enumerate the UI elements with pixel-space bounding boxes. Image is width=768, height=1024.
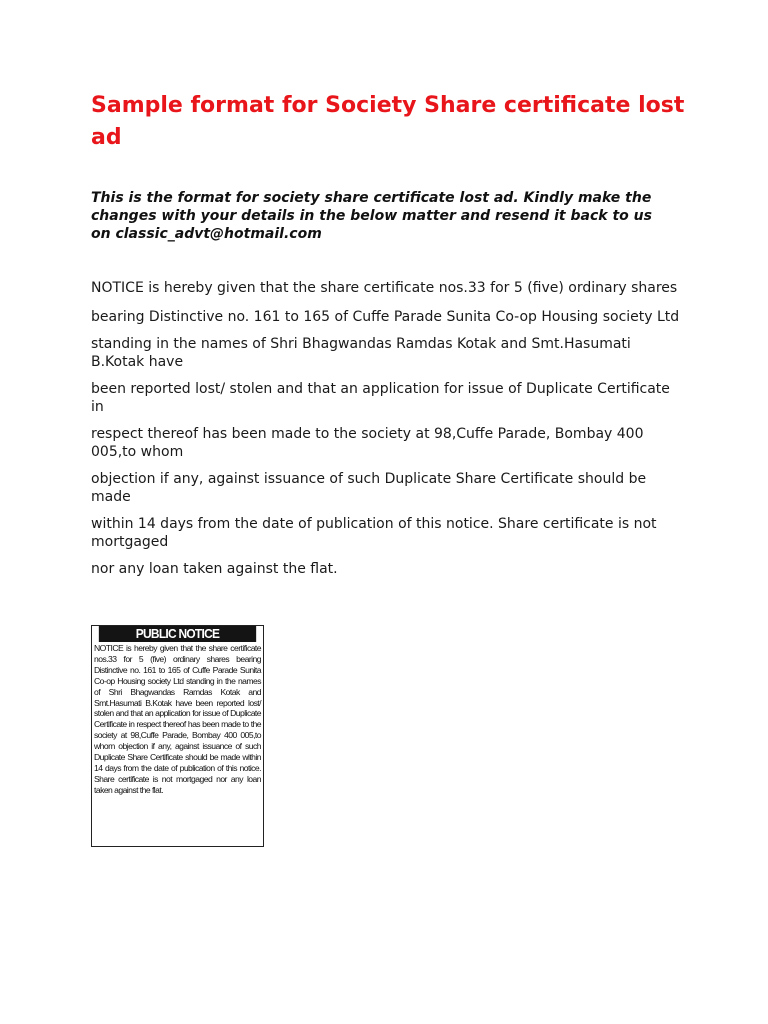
- public-notice-text: NOTICE is hereby given that the share certificate nos.33 for 5 (five) ordinary shares bearing Distinctive no. 161 to 165 of Cuffe Parade Sunita Co-op Housing society Ltd standing in the names of Shri Bhagwandas Ramdas Kotak and Smt.Hasumati B.Kotak have been reported lost/ stolen and that an application for issue of Duplicate Certificate in respect thereof has been made to the society at 98,Cuffe Parade, Bombay 400 005,to whom objection if any, against issuance of such Duplicate Share Certificate should be made within 14 days from the date of publication of this notice. Share certificate is not mortgaged nor any loan taken against the flat.: [94, 643, 261, 795]
- notice-line: nor any loan taken against the flat.: [91, 561, 338, 577]
- public-notice-heading: PUBLIC NOTICE: [99, 626, 256, 642]
- notice-body: [91, 280, 681, 589]
- intro-instructions: This is the format for society share certificate lost ad. Kindly make the changes with your details in the below matter and resend it back to us on classic_advt@hotmail.com: [91, 190, 652, 242]
- notice-line: NOTICE is hereby given that the share certificate nos.33 for 5 (five) ordinary shares: [91, 280, 678, 296]
- page-title: Sample format for Society Share certificate lost ad: [91, 93, 685, 150]
- notice-line: respect thereof has been made to the society at 98,Cuffe Parade, Bombay 400 005,to whom: [91, 426, 644, 460]
- notice-line: objection if any, against issuance of such Duplicate Share Certificate should be made: [91, 471, 647, 505]
- notice-line: within 14 days from the date of publication of this notice. Share certificate is not mortgaged: [91, 516, 657, 550]
- public-notice-box: [91, 625, 264, 847]
- notice-line: been reported lost/ stolen and that an application for issue of Duplicate Certificate in: [91, 381, 670, 415]
- notice-line: bearing Distinctive no. 161 to 165 of Cuffe Parade Sunita Co-op Housing society Ltd: [91, 308, 680, 325]
- notice-line: standing in the names of Shri Bhagwandas Ramdas Kotak and Smt.Hasumati B.Kotak have: [91, 336, 631, 370]
